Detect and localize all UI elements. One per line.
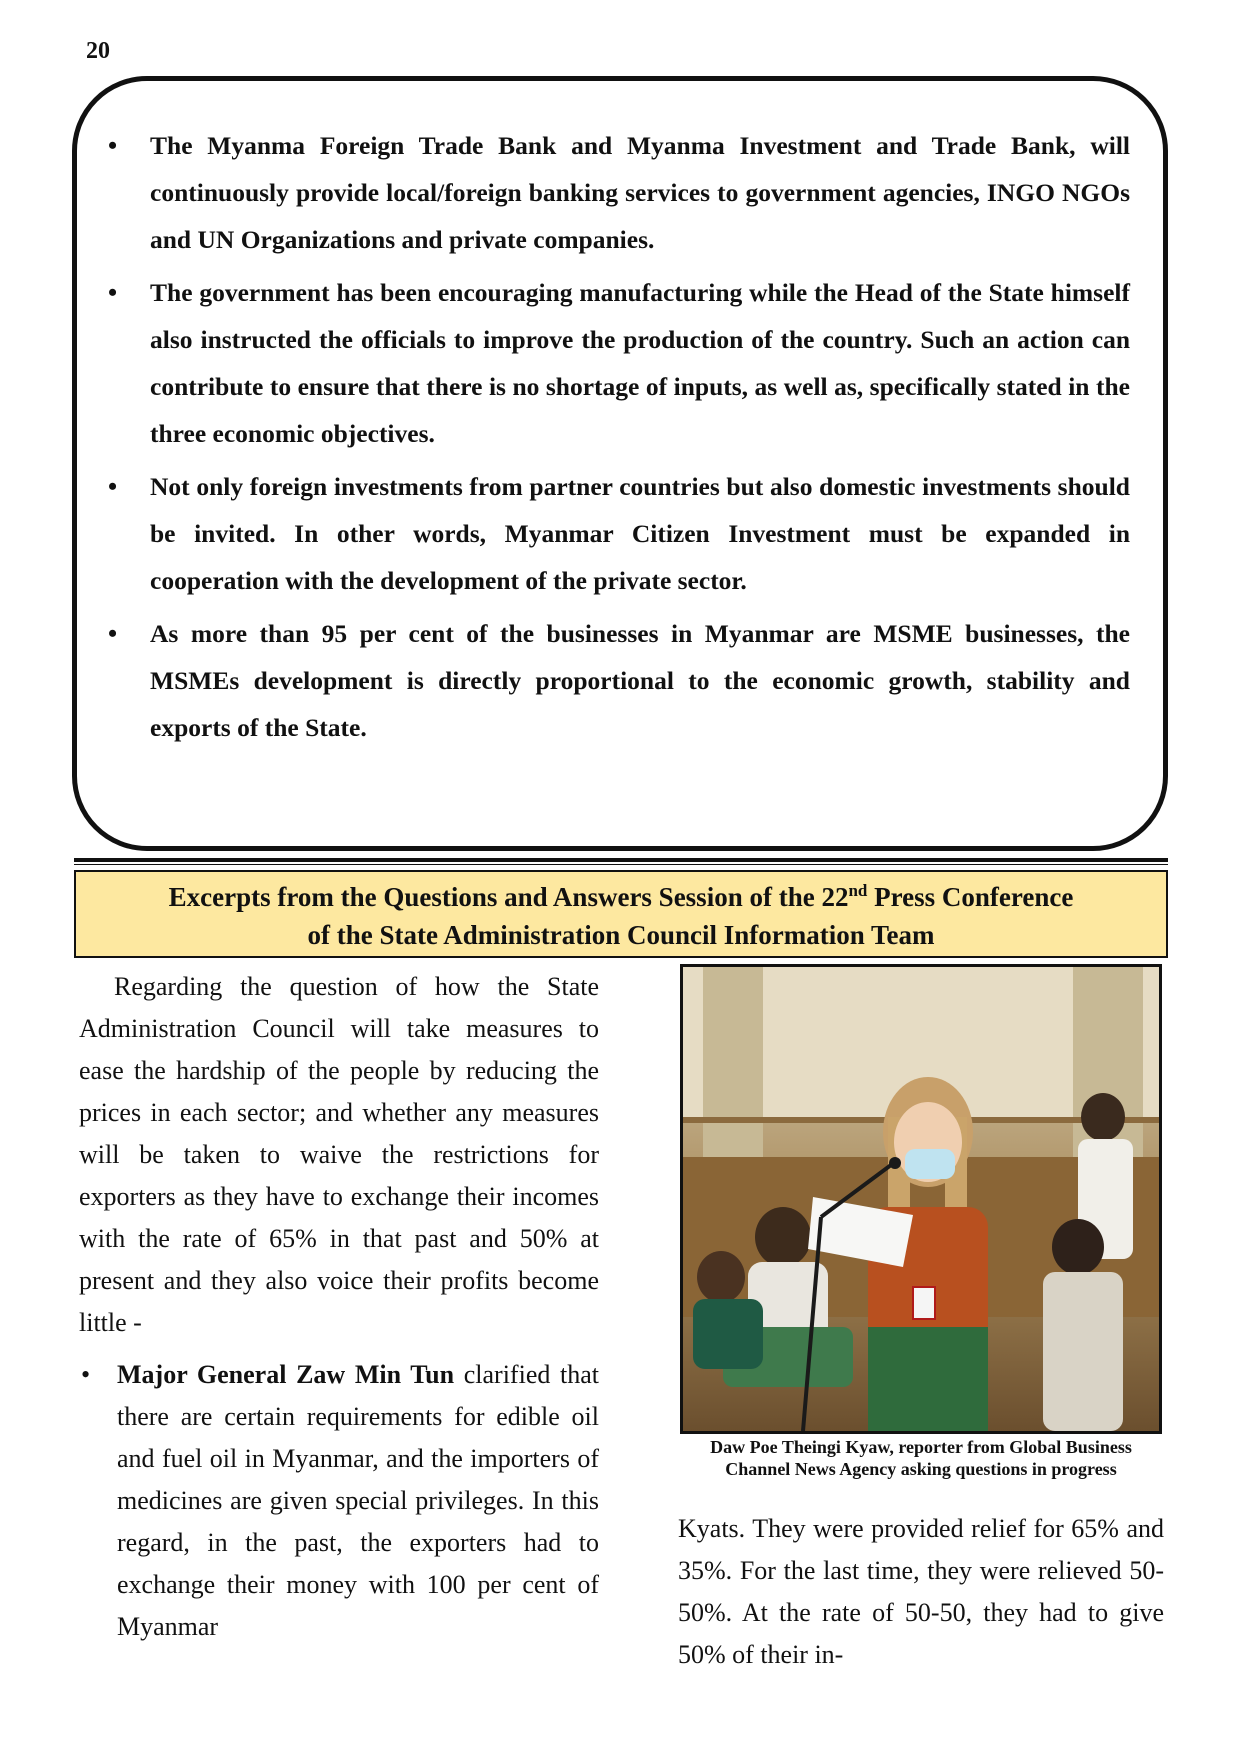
- heading-text-a: Excerpts from the Questions and Answers Session of the 22: [168, 882, 849, 912]
- bullet-item: • The government has been encouraging manufacturing while the Head of the State himself also instructed the officials to improve the production of the country. Such an action can contribute to ensure that there is no shortage of inputs, as well as, specifically stated in the three economic objectives.: [100, 269, 1130, 457]
- photo-caption: Daw Poe Theingi Kyaw, reporter from Global Business Channel News Agency asking questions in progress: [710, 1437, 1132, 1479]
- heading-line-2: of the State Administration Council Information Team: [307, 920, 935, 950]
- section-divider: [74, 858, 1168, 862]
- press-photo: [680, 964, 1162, 1434]
- photo-of-reporter-at-microphone-icon: [683, 967, 1159, 1431]
- article-left-column: [79, 966, 599, 1648]
- section-divider-thin: [74, 864, 1168, 865]
- heading-line-1: [76, 878, 1166, 916]
- heading-text-b: Press Conference: [867, 882, 1074, 912]
- section-heading: [74, 870, 1168, 958]
- summary-bullet-list: [100, 122, 1130, 757]
- bullet-item: • The Myanma Foreign Trade Bank and Myanma Investment and Trade Bank, will continuously provide local/foreign banking services to government agencies, INGO NGOs and UN Organizations and private companies.: [100, 122, 1130, 263]
- answer-bullet: [79, 1354, 599, 1648]
- bullet-item: • Not only foreign investments from partner countries but also domestic investments should be invited. In other words, Myanmar Citizen Investment must be expanded in cooperation with the development of the private sector.: [100, 463, 1130, 604]
- article-right-column: Kyats. They were provided relief for 65% and 35%. For the last time, they were relieved 50-50%. At the rate of 50-50, they had to give 50% of their in-: [678, 1514, 1164, 1669]
- speaker-name: Major General Zaw Min Tun: [117, 1360, 455, 1389]
- answer-text: clarified that there are certain requirements for edible oil and fuel oil in Myanmar, and the importers of medicines are given special privileges. In this regard, in the past, the exporters had to exchange their money with 100 per cent of Myanmar: [117, 1360, 599, 1641]
- page-number: 20: [86, 38, 110, 64]
- heading-ordinal-suffix: nd: [848, 881, 868, 900]
- article-intro: Regarding the question of how the State Administration Council will take measures to ease the hardship of the people by reducing the prices in each sector; and whether any measures will be taken to waive the restrictions for exporters as they have to exchange their incomes with the rate of 65% in that past and 50% at present and they also voice their profits become little -: [79, 972, 599, 1337]
- bullet-item: • As more than 95 per cent of the businesses in Myanmar are MSME businesses, the MSMEs development is directly proportional to the economic growth, stability and exports of the State.: [100, 610, 1130, 751]
